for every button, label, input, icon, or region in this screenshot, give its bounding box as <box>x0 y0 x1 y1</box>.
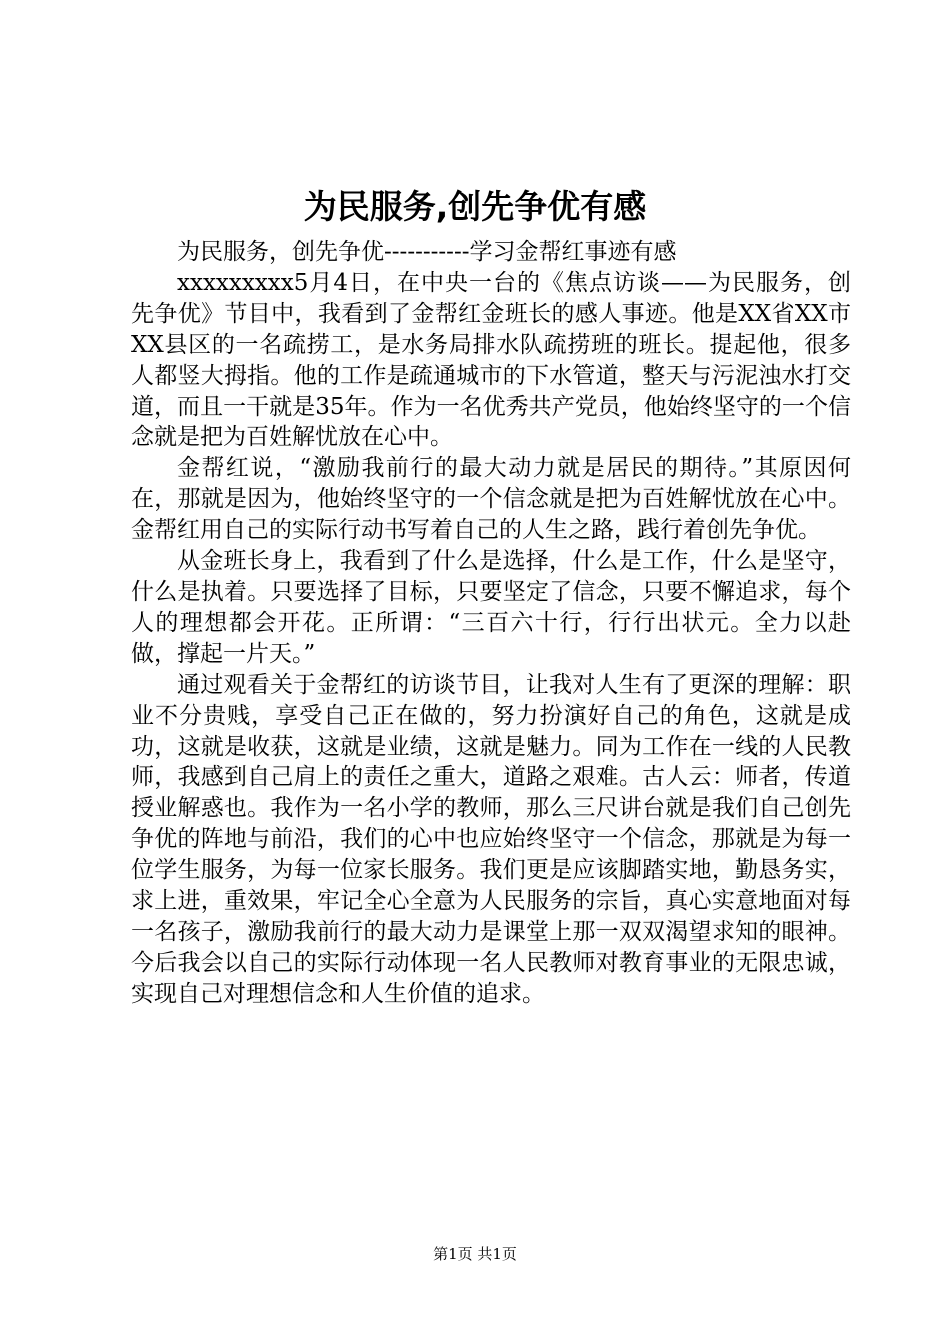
page-title: 为民服务,创先争优有感 <box>303 187 647 226</box>
paragraph-3: 从金班长身上，我看到了什么是选择，什么是工作，什么是坚守，什么是执着。只要选择了目标，只要坚定了信念，只要不懈追求，每个人的理想都会开花。正所谓：“三百六十行，行行出状元。全力以赴做，撑起一片天。” <box>131 548 851 667</box>
page-number-footer: 第1页 共1页 <box>433 1245 517 1263</box>
paragraph-subtitle: 为民服务，创先争优-----------学习金帮红事迹有感 <box>177 239 677 265</box>
paragraph-4: 通过观看关于金帮红的访谈节目，让我对人生有了更深的理解：职业不分贵贱，享受自己正在做的，努力扮演好自己的角色，这就是成功，这就是收获，这就是业绩，这就是魅力。同为工作在一线的人民教师，我感到自己肩上的责任之重大，道路之艰难。古人云：师者，传道授业解惑也。我作为一名小学的教师，那么三尺讲台就是我们自己创先争优的阵地与前沿，我们的心中也应始终坚守一个信念，那就是为每一位学生服务，为每一位家长服务。我们更是应该脚踏实地，勤恳务实，求上进，重效果，牢记全心全意为人民服务的宗旨，真心实意地面对每一名孩子，激励我前行的最大动力是课堂上那一双双渴望求知的眼神。今后我会以自己的实际行动体现一名人民教师对教育事业的无限忠诚，实现自己对理想信念和人生价值的追求。 <box>131 671 851 1007</box>
paragraph-2: 金帮红说，“激励我前行的最大动力就是居民的期待。”其原因何在，那就是因为，他始终坚守的一个信念就是把为百姓解忧放在心中。金帮红用自己的实际行动书写着自己的人生之路，践行着创先争优。 <box>131 455 851 544</box>
paragraph-1: xxxxxxxxx5月4日，在中央一台的《焦点访谈——为民服务，创先争优》节目中，我看到了金帮红金班长的感人事迹。他是XX省XX市XX县区的一名疏捞工，是水务局排水队疏捞班的班长。提起他，很多人都竖大拇指。他的工作是疏通城市的下水管道，整天与污泥浊水打交道，而且一干就是35年。作为一名优秀共产党员，他始终坚守的一个信念就是把为百姓解忧放在心中。 <box>131 269 851 451</box>
document-body <box>131 237 851 1010</box>
